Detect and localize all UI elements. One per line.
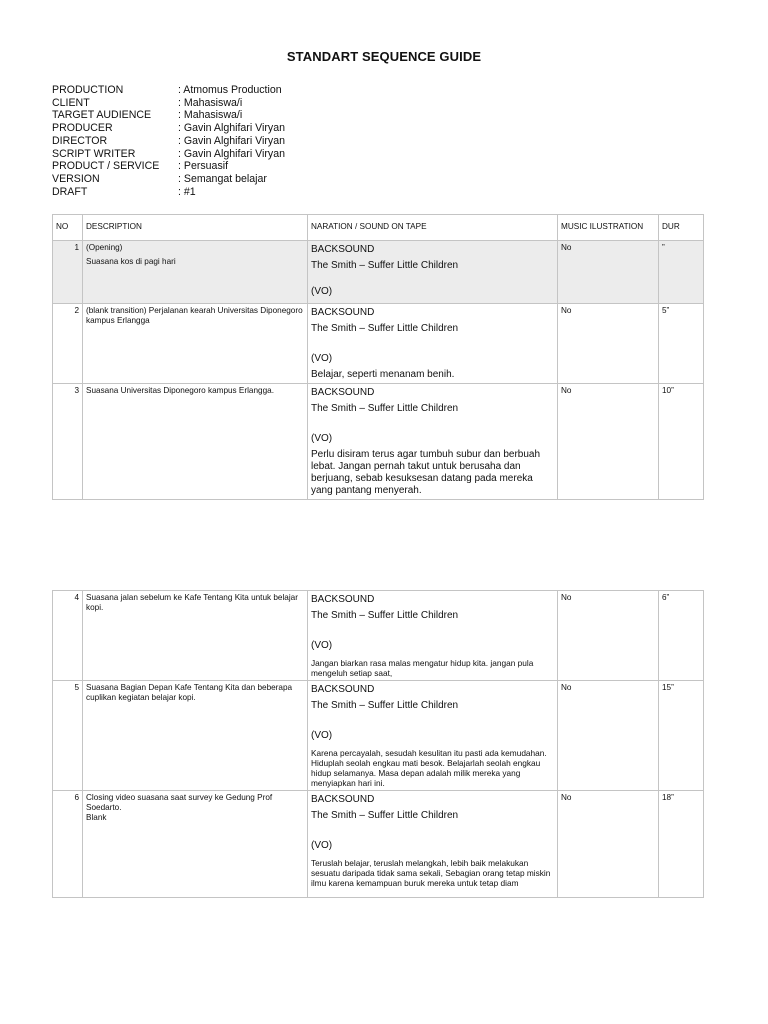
song-title: The Smith – Suffer Little Children (311, 403, 459, 414)
row-music: No (558, 591, 659, 681)
vo-label: (VO) (311, 840, 333, 851)
description-text: Suasana jalan sebelum ke Kafe Tentang Kita untuk belajar kopi. (86, 593, 298, 613)
song-title: The Smith – Suffer Little Children (311, 260, 459, 271)
meta-label: SCRIPT WRITER (52, 147, 136, 160)
meta-row-producer (52, 122, 285, 135)
row-music: No (558, 241, 659, 304)
meta-row-target-audience (52, 109, 285, 122)
row-number: 3 (53, 384, 83, 500)
vo-text: Teruslah belajar, teruslah melangkah, lebih baik melakukan sesuatu daripada tidak sama sekali, Sebagian orang tetap miskin ilmu karena kemampuan buruk mereka untuk tetap diam (311, 858, 551, 888)
table-row (53, 791, 704, 898)
row-music: No (558, 791, 659, 898)
production-info (52, 84, 285, 198)
row-duration: 6” (659, 591, 704, 681)
row-number: 1 (53, 241, 83, 304)
description-text: Suasana Universitas Diponegoro kampus Erlangga. (86, 386, 274, 395)
row-description (83, 681, 308, 791)
meta-value: : Atmomus Production (178, 84, 282, 96)
backsound-label: BACKSOUND (311, 794, 375, 805)
row-number: 5 (53, 681, 83, 791)
table-row (53, 591, 704, 681)
meta-value: : Semangat belajar (178, 172, 267, 185)
description-text: (blank transition) Perjalanan kearah Universitas Diponegoro kampus Erlangga (86, 306, 303, 326)
row-description (83, 241, 308, 304)
row-number: 2 (53, 304, 83, 384)
vo-label: (VO) (311, 640, 333, 651)
meta-value: : Persuasif (178, 160, 229, 173)
vo-label: (VO) (311, 286, 333, 297)
sequence-table-page-1 (52, 214, 704, 500)
backsound-label: BACKSOUND (311, 307, 375, 318)
meta-value: : Mahasiswa/i (178, 96, 243, 109)
meta-value: : #1 (178, 185, 196, 198)
row-music: No (558, 304, 659, 384)
table-row (53, 304, 704, 384)
meta-value: : Mahasiswa/i (178, 109, 243, 122)
row-narration (308, 681, 558, 791)
row-duration: 10” (659, 384, 704, 500)
meta-label: PRODUCT / SERVICE (52, 160, 160, 173)
backsound-label: BACKSOUND (311, 684, 375, 695)
row-music: No (558, 681, 659, 791)
header-dur: DUR (659, 215, 704, 241)
row-duration: 18” (659, 791, 704, 898)
backsound-label: BACKSOUND (311, 244, 375, 255)
table-header-row (53, 215, 704, 241)
header-description: DESCRIPTION (83, 215, 308, 241)
backsound-label: BACKSOUND (311, 594, 375, 605)
meta-value: : Gavin Alghifari Viryan (178, 134, 285, 147)
row-duration: 5” (659, 304, 704, 384)
table-row (53, 241, 704, 304)
meta-value: : Gavin Alghifari Viryan (178, 122, 285, 135)
vo-text: Karena percayalah, sesudah kesulitan itu pasti ada kemudahan. Hiduplah seolah engkau mati besok. Belajarlah seolah engkau hidup selamanya. Masa depan adalah milik mereka yang menyiapkan hari ini. (311, 748, 547, 788)
row-duration: ” (659, 241, 704, 304)
vo-text: Jangan biarkan rasa malas mengatur hidup kita. jangan pula mengeluh setiap saat, (311, 658, 534, 678)
description-text-2: Suasana kos di pagi hari (86, 257, 176, 267)
vo-label: (VO) (311, 353, 333, 364)
header-narration: NARATION / SOUND ON TAPE (308, 215, 558, 241)
header-no: NO (53, 215, 83, 241)
meta-label: PRODUCTION (52, 84, 124, 96)
row-narration (308, 591, 558, 681)
meta-row-draft (52, 186, 285, 199)
vo-text: Perlu disiram terus agar tumbuh subur dan berbuah lebat. Jangan pernah takut untuk berusaha dan berjuang, sebab kesuksesan datang pada mereka yang pantang menyerah. (311, 449, 541, 496)
meta-row-client (52, 97, 285, 110)
meta-row-script-writer (52, 148, 285, 161)
row-number: 6 (53, 791, 83, 898)
meta-value: : Gavin Alghifari Viryan (178, 147, 285, 160)
song-title: The Smith – Suffer Little Children (311, 700, 459, 711)
row-music: No (558, 384, 659, 500)
row-description (83, 591, 308, 681)
meta-row-director (52, 135, 285, 148)
table-row (53, 384, 704, 500)
song-title: The Smith – Suffer Little Children (311, 810, 459, 821)
song-title: The Smith – Suffer Little Children (311, 610, 459, 621)
meta-label: PRODUCER (52, 122, 113, 135)
meta-label: VERSION (52, 172, 100, 185)
meta-row-production (52, 84, 285, 97)
table-row (53, 681, 704, 791)
meta-row-version (52, 173, 285, 186)
row-narration (308, 241, 558, 304)
meta-label: DRAFT (52, 185, 88, 198)
description-text-2: Blank (86, 813, 107, 823)
row-narration (308, 304, 558, 384)
vo-text: Belajar, seperti menanam benih. (311, 369, 455, 380)
description-text: (Opening) (86, 243, 123, 252)
meta-label: CLIENT (52, 96, 90, 109)
row-narration (308, 384, 558, 500)
vo-label: (VO) (311, 730, 333, 741)
vo-label: (VO) (311, 433, 333, 444)
backsound-label: BACKSOUND (311, 387, 375, 398)
meta-label: TARGET AUDIENCE (52, 109, 152, 122)
sequence-table-page-2 (52, 590, 704, 898)
row-description (83, 304, 308, 384)
row-description (83, 791, 308, 898)
row-narration (308, 791, 558, 898)
song-title: The Smith – Suffer Little Children (311, 323, 459, 334)
row-duration: 15” (659, 681, 704, 791)
description-text: Closing video suasana saat survey ke Gedung Prof Soedarto. (86, 793, 273, 813)
meta-label: DIRECTOR (52, 134, 108, 147)
header-music: MUSIC ILUSTRATION (558, 215, 659, 241)
row-description (83, 384, 308, 500)
row-number: 4 (53, 591, 83, 681)
description-text: Suasana Bagian Depan Kafe Tentang Kita dan beberapa cuplikan kegiatan belajar kopi. (86, 683, 293, 703)
meta-row-product-service (52, 160, 285, 173)
document-title: STANDART SEQUENCE GUIDE (286, 49, 482, 64)
